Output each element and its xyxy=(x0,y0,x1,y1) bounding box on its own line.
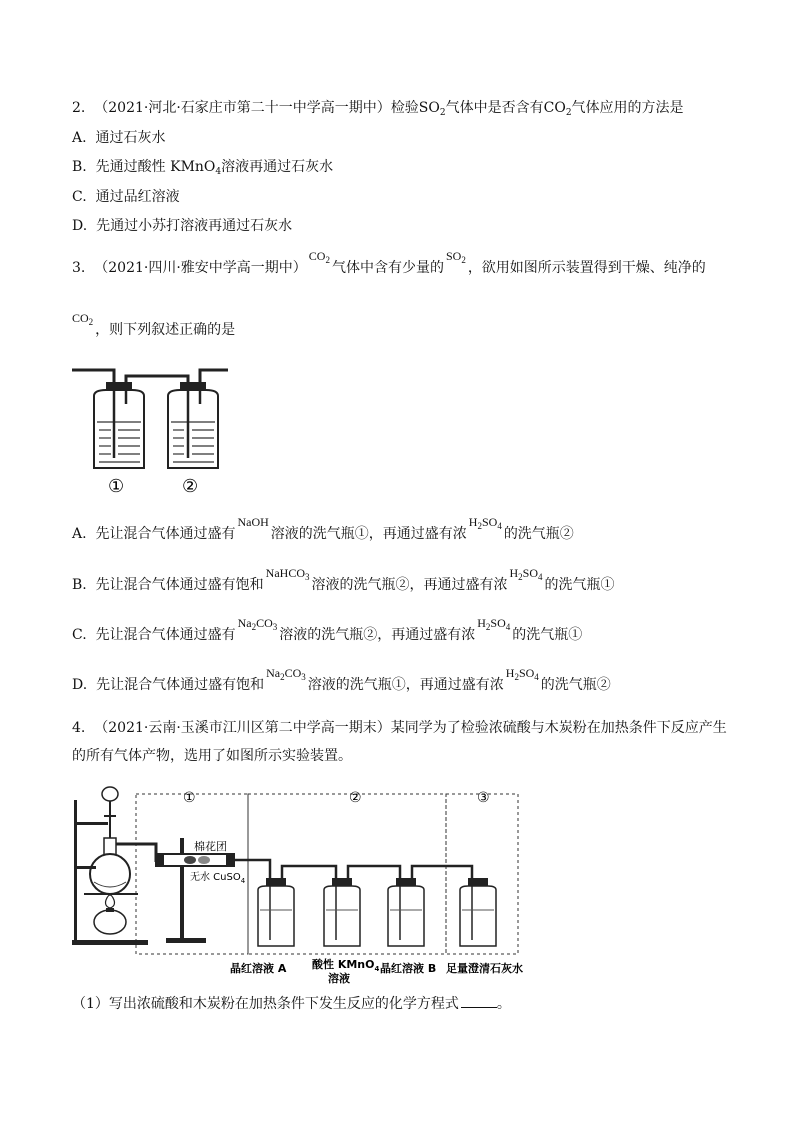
q3-stem-line1: 3. （2021·四川·雅安中学高一期中）$CO_2$ 气体中含有少量的$SO_2$ ，欲用如图所示装置得到干燥、纯净的 xyxy=(72,249,706,276)
cotton-label: 棉花团 xyxy=(194,840,227,853)
q2-option-c: C. 通过品红溶液 xyxy=(72,189,180,205)
q3-option-c: C. 先让混合气体通过盛有$Na_2CO_3$ 溶液的洗气瓶②，再通过盛有浓$H_2SO_4$ 的洗气瓶① xyxy=(72,616,583,643)
section-2-label: ② xyxy=(349,790,362,806)
bottle-b-label-line2: 溶液 xyxy=(328,972,350,985)
bottle-b-label: 酸性 KMnO$_4$ xyxy=(312,958,380,973)
round-bottom-flask xyxy=(90,854,130,894)
q2-option-d: D. 先通过小苏打溶液再通过石灰水 xyxy=(72,218,293,234)
q4-apparatus-diagram xyxy=(70,782,540,985)
q2-option-b: B. 先通过酸性 KMnO$_4$溶液再通过石灰水 xyxy=(72,159,334,177)
q2-source: （2021·河北·石家庄市第二十一中学高一期中） xyxy=(94,100,391,116)
q3-number: 3. xyxy=(72,260,86,276)
q3-wash-bottle-diagram xyxy=(70,360,240,500)
bottle-c-label: 晶红溶液 B xyxy=(380,962,437,975)
q2-number: 2. xyxy=(72,100,86,116)
bottle-a-label: 晶红溶液 A xyxy=(230,962,287,975)
q4-stem-line2: 的所有气体产物，选用了如图所示实验装置。 xyxy=(72,748,352,764)
bottle-1-label: ① xyxy=(108,476,125,497)
q4-subquestion-1: （1）写出浓硫酸和木炭粉在加热条件下发生反应的化学方程式 。 xyxy=(72,996,511,1012)
q3-source: （2021·四川·雅安中学高一期中） xyxy=(94,260,307,276)
q4-number: 4. xyxy=(72,720,86,736)
bottle-d xyxy=(460,878,496,946)
q3-option-d: D. 先让混合气体通过盛有饱和$Na_2CO_3$ 溶液的洗气瓶①，再通过盛有浓$H_2SO_4$ 的洗气瓶② xyxy=(72,666,611,693)
bottle-c xyxy=(388,878,424,946)
bottle-a xyxy=(258,878,294,946)
q2-stem: 2. （2021·河北·石家庄市第二十一中学高一期中）检验$SO_2$气体中是否含有$CO_2$气体应用的方法是 xyxy=(72,100,684,118)
q4-source: （2021·云南·玉溪市江川区第二中学高一期末） xyxy=(94,720,391,736)
alcohol-lamp xyxy=(94,910,126,934)
cuso4-label: 无水 CuSO$_4$ xyxy=(190,872,246,885)
section-3-label: ③ xyxy=(477,790,490,806)
bottle-2 xyxy=(168,390,218,468)
bottle-2-label: ② xyxy=(182,476,199,497)
q3-stem-line2: $CO_2$ ，则下列叙述正确的是 xyxy=(72,311,236,338)
bottle-b xyxy=(324,878,360,946)
answer-blank[interactable] xyxy=(461,1007,497,1008)
q3-option-a: A. 先让混合气体通过盛有NaOH溶液的洗气瓶①，再通过盛有浓$H_2SO_4$ 的洗气瓶② xyxy=(72,515,574,542)
bottle-d-label: 足量澄清石灰水 xyxy=(446,962,523,975)
q3-option-b: B. 先让混合气体通过盛有饱和NaHCO$_3$ 溶液的洗气瓶②，再通过盛有浓$H_2SO_4$ 的洗气瓶① xyxy=(72,566,615,593)
q4-stem-line1: 4. （2021·云南·玉溪市江川区第二中学高一期末）某同学为了检验浓硫酸与木炭粉在加热条件下反应产生 xyxy=(72,720,727,736)
section-1-label: ① xyxy=(183,790,196,806)
q2-option-a: A. 通过石灰水 xyxy=(72,130,166,146)
